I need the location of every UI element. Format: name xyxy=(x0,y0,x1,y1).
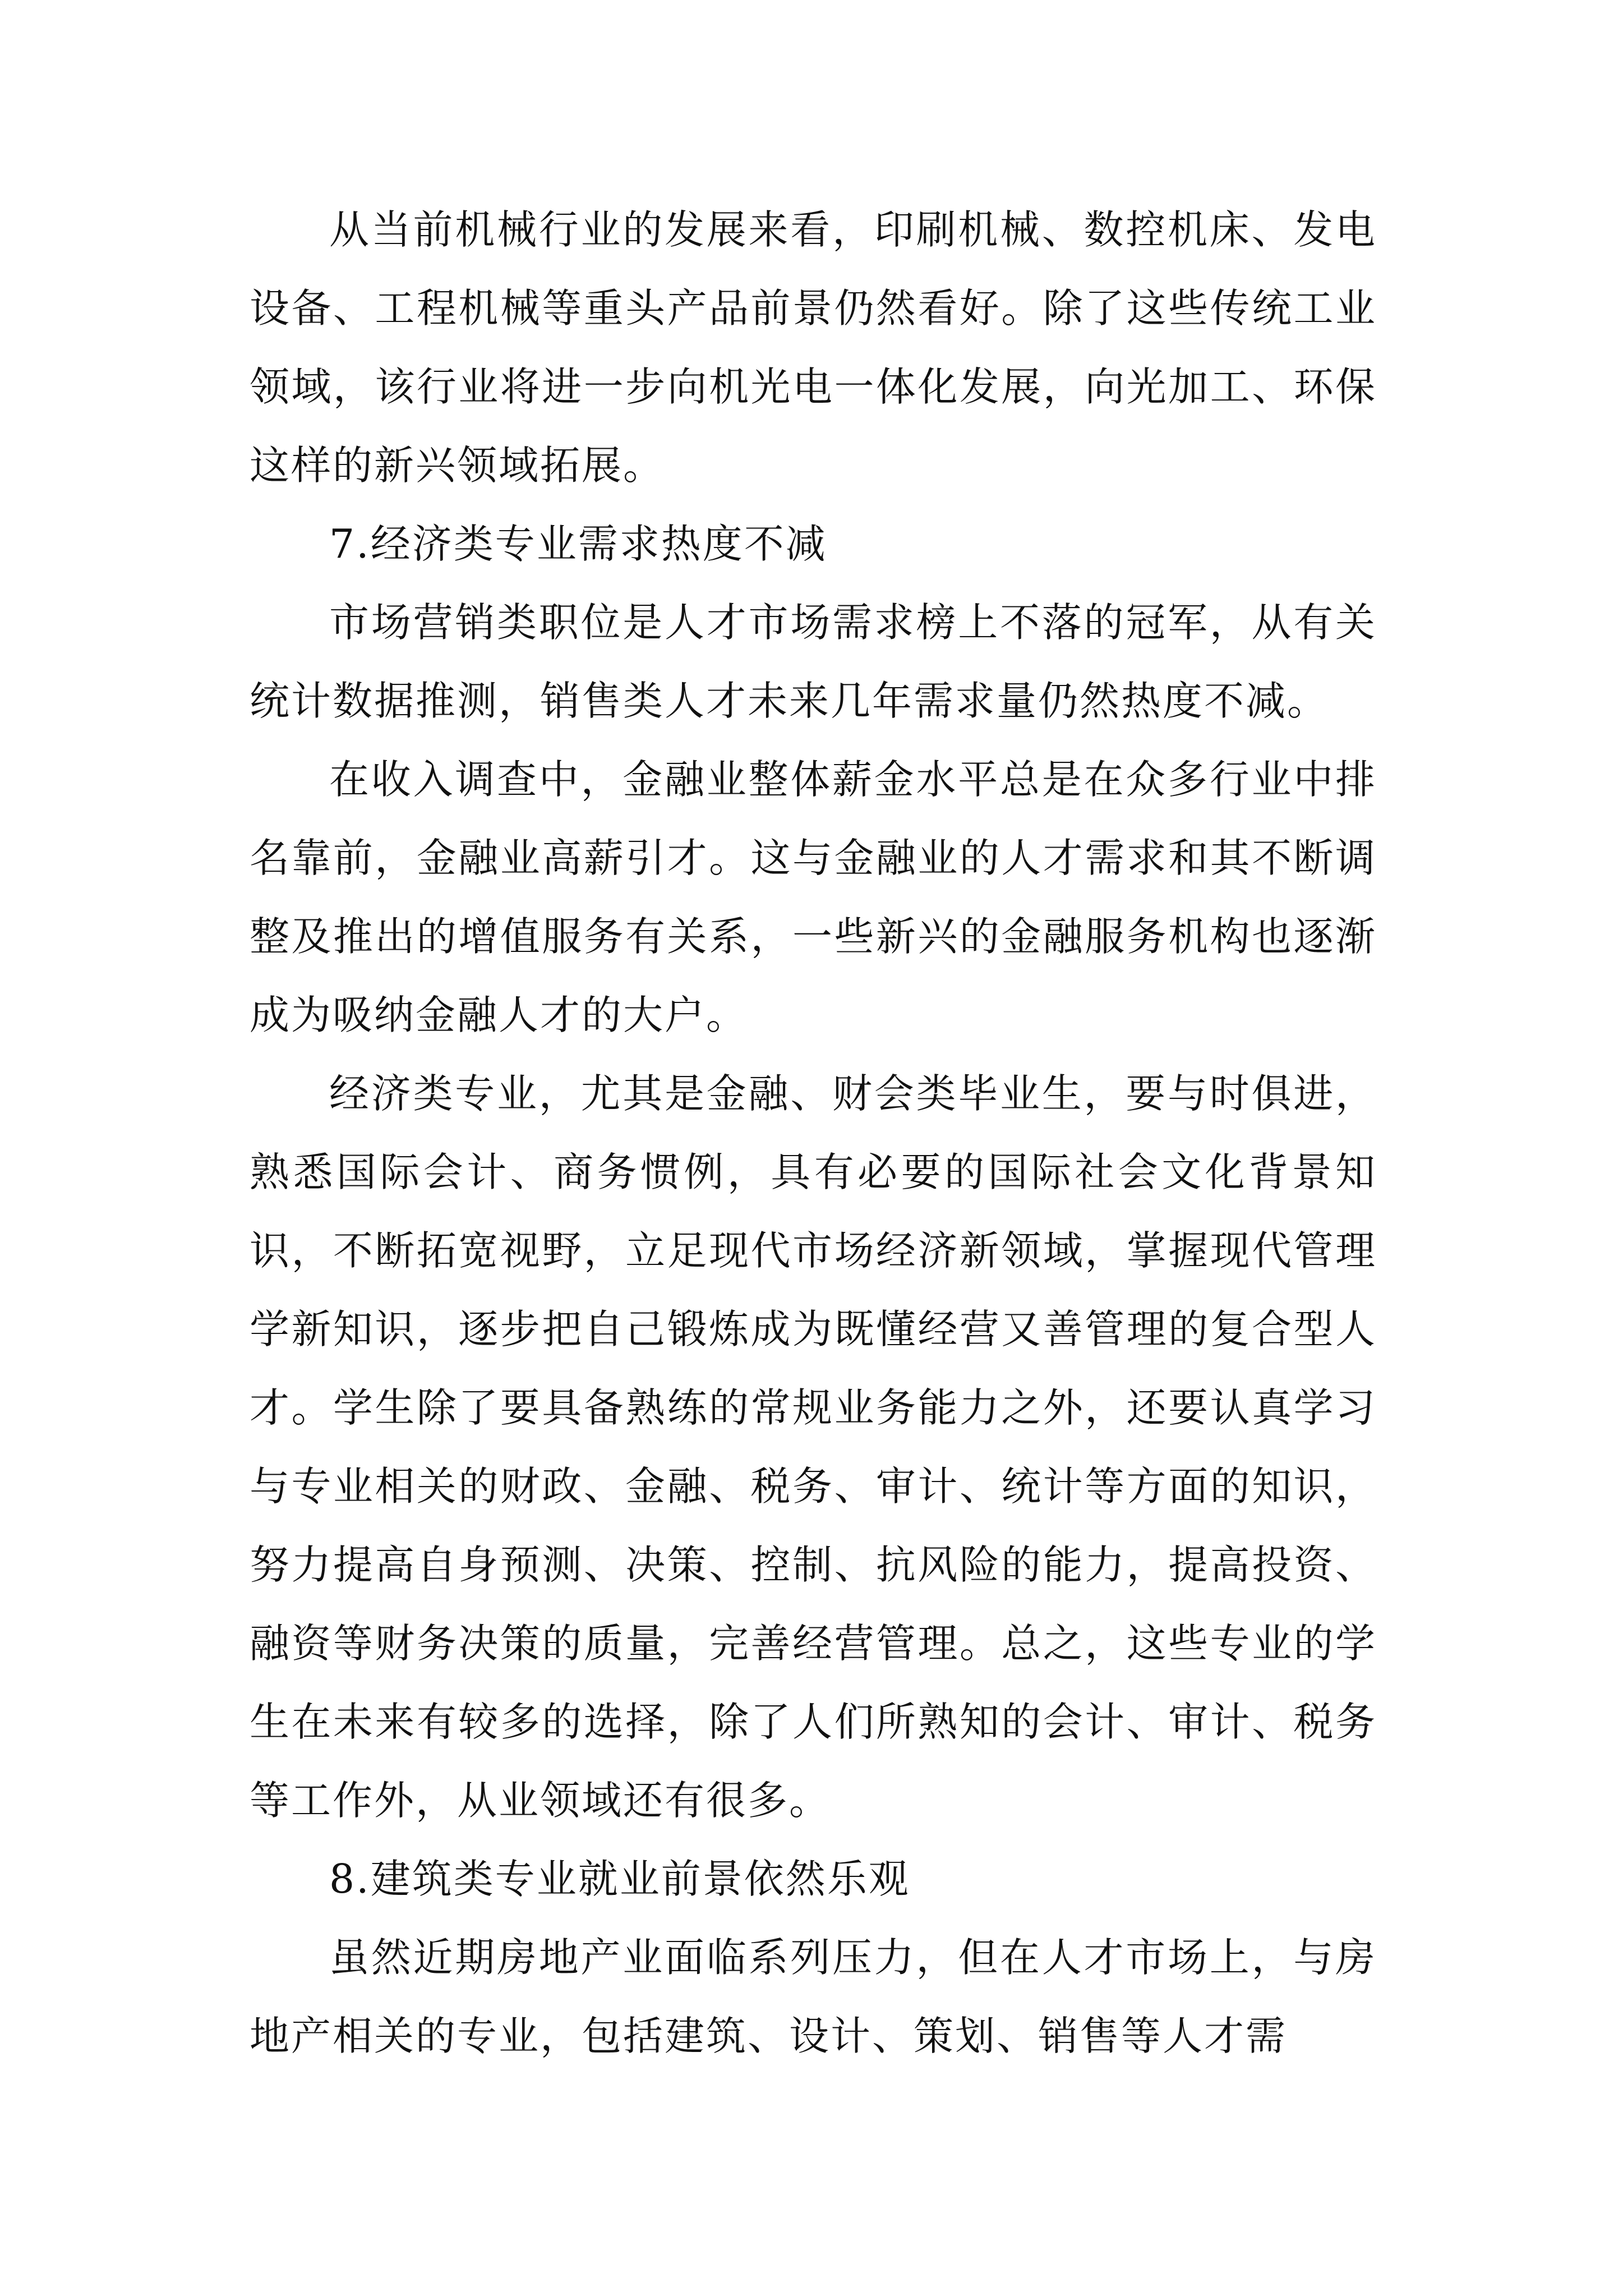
section-heading-architecture: 8.建筑类专业就业前景依然乐观 xyxy=(329,1856,910,1902)
paragraph-real-estate: 虽然近期房地产业面临系列压力，但在人才市场上，与房地产相关的专业，包括建筑、设计、策划、销售等人才需 xyxy=(250,1934,1377,2059)
section-heading-economics: 7.经济类专业需求热度不减 xyxy=(329,521,827,567)
paragraph-economics-graduates: 经济类专业，尤其是金融、财会类毕业生，要与时俱进，熟悉国际会计、商务惯例，具有必要的国际社会文化背景知识，不断拓宽视野，立足现代市场经济新领域，掌握现代管理学新知识，逐步把自己锻炼成为既懂经营又善管理的复合型人才。学生除了要具备熟练的常规业务能力之外，还要认真学习与专业相关的财政、金融、税务、审计、统计等方面的知识，努力提高自身预测、决策、控制、抗风险的能力，提高投资、融资等财务决策的质量，完善经营管理。总之，这些专业的学生在未来有较多的选择，除了人们所熟知的会计、审计、税务等工作外，从业领域还有很多。 xyxy=(250,1070,1377,1824)
paragraph-marketing-demand: 市场营销类职位是人才市场需求榜上不落的冠军，从有关统计数据推测，销售类人才未来几年需求量仍然热度不减。 xyxy=(250,599,1377,724)
document-body xyxy=(250,191,1377,2076)
paragraph-machinery-outlook: 从当前机械行业的发展来看，印刷机械、数控机床、发电设备、工程机械等重头产品前景仍然看好。除了这些传统工业领域，该行业将进一步向机光电一体化发展，向光加工、环保这样的新兴领域拓展。 xyxy=(250,206,1377,489)
paragraph-finance-salary: 在收入调查中，金融业整体薪金水平总是在众多行业中排名靠前，金融业高薪引才。这与金融业的人才需求和其不断调整及推出的增值服务有关系，一些新兴的金融服务机构也逐渐成为吸纳金融人才的大户。 xyxy=(250,756,1377,1038)
